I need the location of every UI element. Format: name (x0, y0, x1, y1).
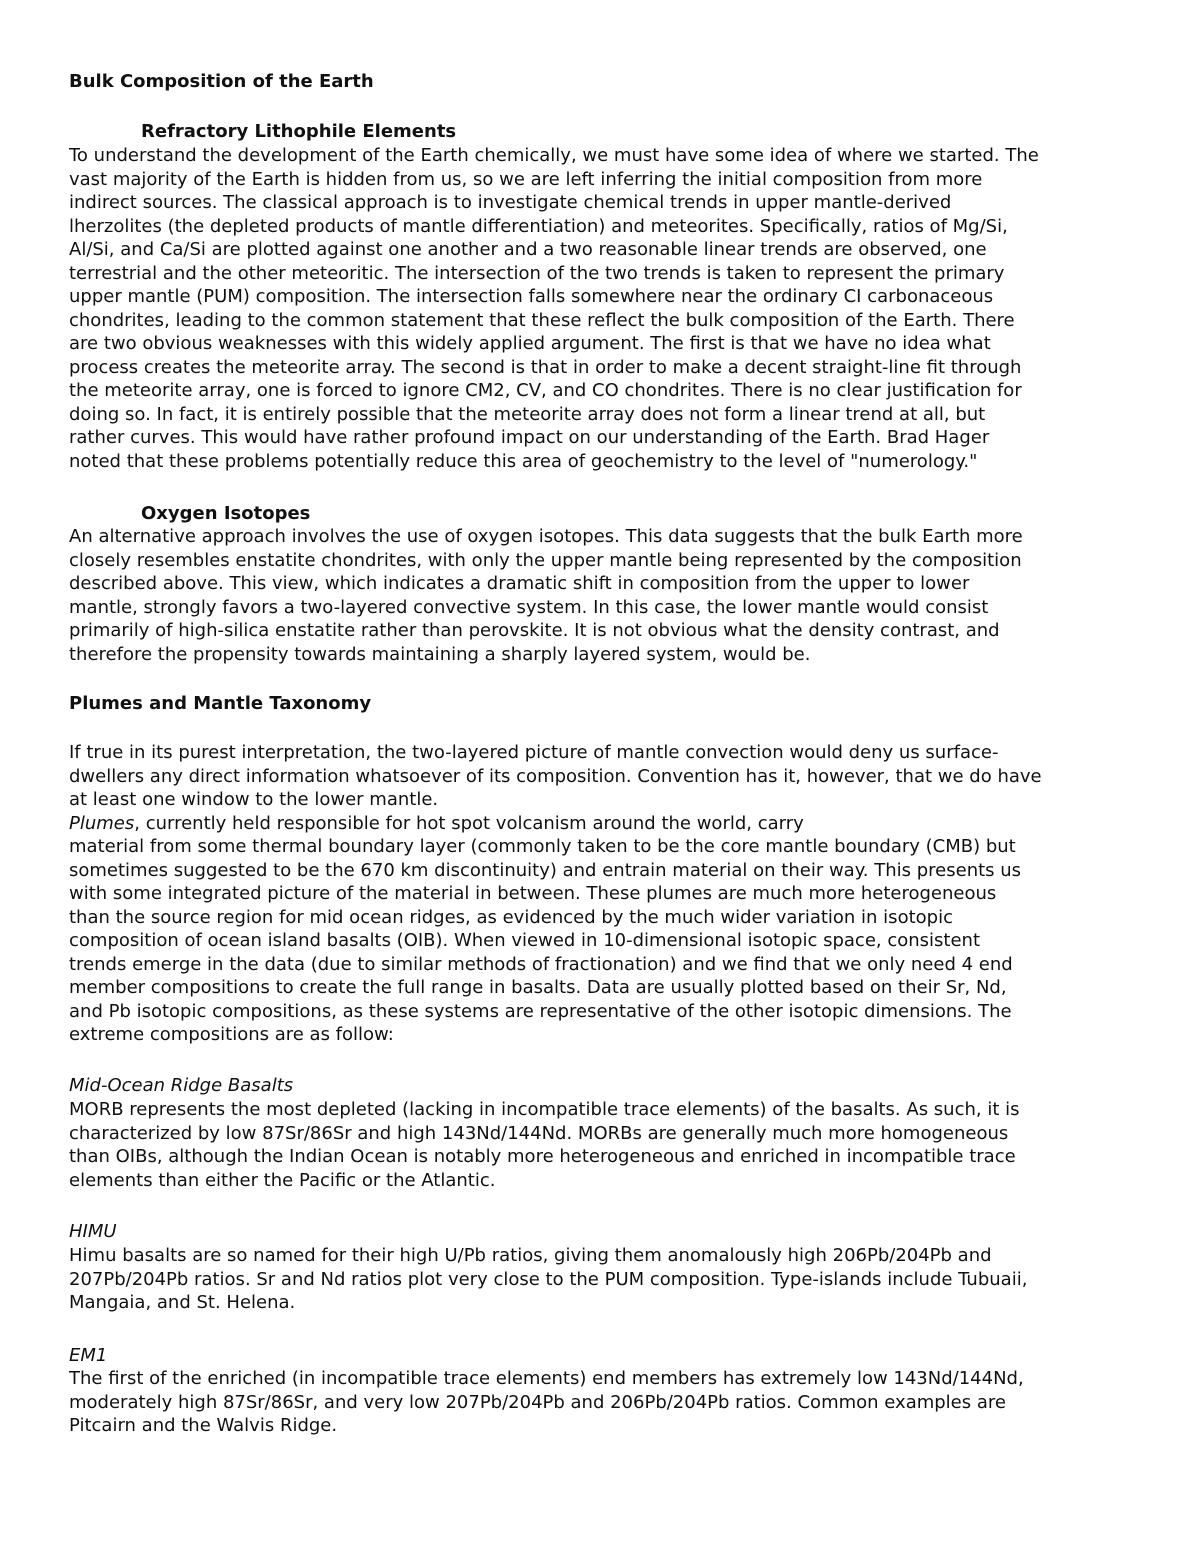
text-line: extreme compositions are as follow: (69, 1024, 394, 1045)
heading-plumes: Plumes and Mantle Taxonomy (69, 693, 372, 714)
heading-em1: EM1 (69, 1345, 108, 1366)
text-line: composition of ocean island basalts (OIB). When viewed in 10-dimensional isotopic space, consistent (69, 930, 981, 951)
heading-morb: Mid-Ocean Ridge Basalts (69, 1075, 294, 1096)
text-line: Himu basalts are so named for their high U/Pb ratios, giving them anomalously high 206Pb/204Pb and (69, 1245, 992, 1266)
text-line: and Pb isotopic compositions, as these systems are representative of the other isotopic dimensions. The (69, 1000, 1012, 1022)
text-line: characterized by low 87Sr/86Sr and high 143Nd/144Nd. MORBs are generally much more homogeneous (69, 1122, 1009, 1144)
text-line: chondrites, leading to the common statement that these reflect the bulk composition of the Earth. There (69, 309, 1015, 331)
text-line: at least one window to the lower mantle. (69, 789, 439, 810)
text-line: therefore the propensity towards maintaining a sharply layered system, would be. (69, 643, 811, 665)
text-line: member compositions to create the full range in basalts. Data are usually plotted based on their Sr, Nd, (69, 977, 1007, 998)
text-line: rather curves. This would have rather profound impact on our understanding of the Earth. Brad Hager (69, 427, 990, 448)
text-line: are two obvious weaknesses with this widely applied argument. The first is that we have no idea what (69, 333, 991, 354)
text-line: noted that these problems potentially reduce this area of geochemistry to the level of "numerology." (69, 450, 978, 472)
heading-refractory: Refractory Lithophile Elements (141, 121, 457, 142)
text-line: terrestrial and the other meteoritic. The intersection of the two trends is taken to represent the primary (69, 262, 1005, 284)
text-line: described above. This view, which indicates a dramatic shift in composition from the upper to lower (69, 573, 970, 594)
text-line: To understand the development of the Earth chemically, we must have some idea of where we started. The (69, 145, 1039, 166)
text-line: the meteorite array, one is forced to ignore CM2, CV, and CO chondrites. There is no clear justification for (69, 380, 1022, 401)
text-line: vast majority of the Earth is hidden from us, so we are left inferring the initial composition from more (69, 168, 983, 190)
text-line: indirect sources. The classical approach is to investigate chemical trends in upper mantle-derived (69, 192, 952, 213)
text-line: The first of the enriched (in incompatible trace elements) end members has extremely low 143Nd/144Nd, (69, 1368, 1024, 1389)
text-line: sometimes suggested to be the 670 km discontinuity) and entrain material on their way. This presents us (69, 859, 1022, 881)
text-line: upper mantle (PUM) composition. The intersection falls somewhere near the ordinary CI carbonaceous (69, 286, 994, 307)
text-line: Al/Si, and Ca/Si are plotted against one another and a two reasonable linear trends are observed, one (69, 239, 987, 260)
text-line: with some integrated picture of the material in between. These plumes are much more heterogeneous (69, 883, 997, 904)
text-line: An alternative approach involves the use of oxygen isotopes. This data suggests that the bulk Earth more (69, 526, 1023, 547)
text-line: If true in its purest interpretation, the two-layered picture of mantle convection would deny us surface- (69, 742, 999, 763)
text-line: Mangaia, and St. Helena. (69, 1292, 296, 1313)
text-line: doing so. In fact, it is entirely possible that the meteorite array does not form a linear trend at all, but (69, 403, 986, 425)
text-line: Pitcairn and the Walvis Ridge. (69, 1415, 338, 1436)
document-title: Bulk Composition of the Earth (69, 71, 374, 92)
text-line: process creates the meteorite array. The second is that in order to make a decent straight-line fit through (69, 356, 1022, 378)
text-line: moderately high 87Sr/86Sr, and very low 207Pb/204Pb and 206Pb/204Pb ratios. Common examples are (69, 1391, 1006, 1413)
text-line: than the source region for mid ocean ridges, as evidenced by the much wider variation in isotopic (69, 906, 953, 928)
plumes-line-rest: , currently held responsible for hot spot volcanism around the world, carry (134, 813, 804, 834)
plumes-line (69, 812, 804, 836)
text-line: elements than either the Pacific or the Atlantic. (69, 1169, 496, 1191)
text-line: dwellers any direct information whatsoever of its composition. Convention has it, however, that we do have (69, 765, 1042, 787)
plumes-italic-word: Plumes (69, 813, 135, 834)
heading-oxygen: Oxygen Isotopes (141, 503, 311, 524)
text-line: closely resembles enstatite chondrites, with only the upper mantle being represented by the composition (69, 549, 1022, 571)
text-line: material from some thermal boundary layer (commonly taken to be the core mantle boundary (CMB) but (69, 836, 1016, 857)
text-line: 207Pb/204Pb ratios. Sr and Nd ratios plot very close to the PUM composition. Type-islands include Tubuaii, (69, 1268, 1028, 1290)
text-line: than OIBs, although the Indian Ocean is notably more heterogeneous and enriched in incompatible trace (69, 1146, 1016, 1167)
text-line: trends emerge in the data (due to similar methods of fractionation) and we find that we only need 4 end (69, 953, 1013, 975)
heading-himu: HIMU (69, 1221, 117, 1242)
text-line: primarily of high-silica enstatite rather than perovskite. It is not obvious what the density contrast, and (69, 620, 1000, 641)
text-line: mantle, strongly favors a two-layered convective system. In this case, the lower mantle would consist (69, 596, 989, 618)
text-line: MORB represents the most depleted (lacking in incompatible trace elements) of the basalts. As such, it is (69, 1099, 1020, 1120)
text-line: lherzolites (the depleted products of mantle differentiation) and meteorites. Specifically, ratios of Mg/Si, (69, 215, 1008, 237)
